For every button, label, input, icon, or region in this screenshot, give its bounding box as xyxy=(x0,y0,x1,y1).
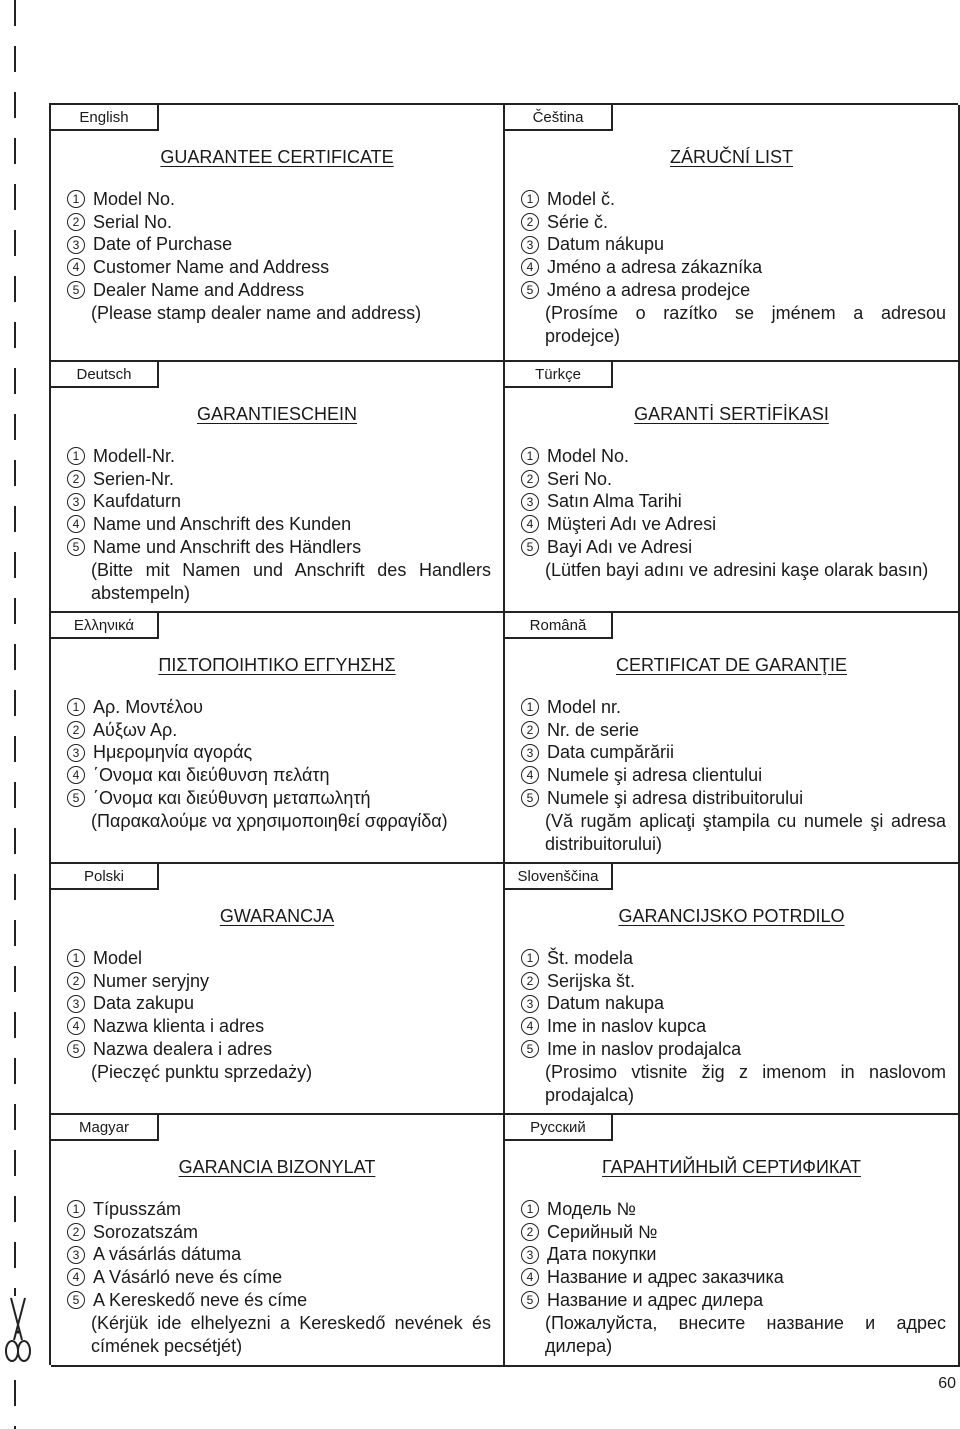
stamp-note: (Kérjük ide elhelyezni a Kereskedő nevének és címének pecsétjét) xyxy=(91,1313,491,1356)
field-label: Model No. xyxy=(93,189,176,209)
circled-number: 5 xyxy=(521,1040,539,1058)
field-label: Jméno a adresa zákazníka xyxy=(547,257,763,278)
field-label: Name und Anschrift des Kunden xyxy=(93,514,352,535)
field-label: Ime in naslov prodajalca xyxy=(547,1038,742,1059)
guarantee-certificate-grid xyxy=(49,103,958,1365)
circled-number: 3 xyxy=(521,744,539,762)
list-item xyxy=(521,787,946,810)
certificate-section xyxy=(505,362,960,613)
field-label: Típusszám xyxy=(93,1199,182,1219)
field-label: Date of Purchase xyxy=(93,234,233,255)
field-label: Müşteri Adı ve Adresi xyxy=(547,514,717,535)
circled-number: 5 xyxy=(521,538,539,556)
field-list xyxy=(521,1198,946,1311)
circled-number: 4 xyxy=(67,1017,85,1035)
list-item xyxy=(67,279,491,302)
circled-number: 4 xyxy=(521,515,539,533)
language-label: Русский xyxy=(505,1115,613,1141)
list-item xyxy=(67,1243,491,1266)
list-item xyxy=(521,696,946,719)
circled-number: 4 xyxy=(521,1017,539,1035)
list-item xyxy=(67,696,491,719)
field-list xyxy=(67,188,491,301)
language-label: Slovenščina xyxy=(505,864,613,890)
list-item xyxy=(521,211,946,234)
circled-number: 5 xyxy=(67,1040,85,1058)
list-item xyxy=(521,1015,946,1038)
certificate-section xyxy=(505,613,960,864)
circled-number: 4 xyxy=(67,258,85,276)
language-label: Ελληνικά xyxy=(51,613,159,639)
list-item xyxy=(521,1243,946,1266)
list-item xyxy=(67,1015,491,1038)
certificate-section xyxy=(51,105,505,362)
circled-number: 1 xyxy=(521,447,539,465)
field-label: Seri No. xyxy=(547,468,613,489)
circled-number: 1 xyxy=(67,447,85,465)
language-label: English xyxy=(51,105,159,131)
field-label: Модель № xyxy=(547,1199,636,1219)
circled-number: 5 xyxy=(67,1291,85,1309)
circled-number: 3 xyxy=(521,493,539,511)
circled-number: 4 xyxy=(521,1268,539,1286)
stamp-note: (Vă rugăm aplicaţi ştampila cu numele şi adresa distribuitorului) xyxy=(545,811,946,854)
language-label: Türkçe xyxy=(505,362,613,388)
field-list xyxy=(67,947,491,1060)
list-item xyxy=(67,947,491,970)
list-item xyxy=(521,256,946,279)
field-list xyxy=(67,696,491,809)
list-item xyxy=(521,764,946,787)
circled-number: 5 xyxy=(521,789,539,807)
field-list xyxy=(67,1198,491,1311)
field-label: ΄Ονομα και διεύθυνση πελάτη xyxy=(93,765,330,786)
field-label: Numele şi adresa distribuitorului xyxy=(547,787,804,808)
circled-number: 4 xyxy=(67,515,85,533)
circled-number: 2 xyxy=(67,972,85,990)
certificate-title: GARANCIA BIZONYLAT xyxy=(178,1157,376,1177)
certificate-section xyxy=(51,613,505,864)
list-item xyxy=(521,279,946,302)
field-label: A Kereskedő neve és címe xyxy=(93,1289,308,1310)
stamp-note: (Prosimo vtisnite žig z imenom in naslovom prodajalca) xyxy=(545,1062,946,1105)
list-item xyxy=(67,787,491,810)
field-label: Αρ. Μοντέλου xyxy=(93,697,203,717)
language-label: Română xyxy=(505,613,613,639)
circled-number: 1 xyxy=(67,949,85,967)
circled-number: 3 xyxy=(521,995,539,1013)
list-item xyxy=(521,445,946,468)
certificate-section xyxy=(51,864,505,1115)
list-item xyxy=(67,970,491,993)
language-label: Deutsch xyxy=(51,362,159,388)
list-item xyxy=(67,1198,491,1221)
field-label: Серийный № xyxy=(547,1221,658,1242)
circled-number: 3 xyxy=(67,236,85,254)
certificate-title: ГАРАНТИЙНЫЙ СЕРТИФИКАТ xyxy=(602,1157,861,1177)
field-label: Ime in naslov kupca xyxy=(547,1016,707,1037)
list-item xyxy=(521,233,946,256)
certificate-title: GARANTIESCHEIN xyxy=(196,404,358,424)
circled-number: 2 xyxy=(521,972,539,990)
certificate-title: GWARANCJA xyxy=(219,906,335,926)
list-item xyxy=(521,1038,946,1061)
field-label: Data zakupu xyxy=(93,993,195,1014)
stamp-note: (Παρακαλούμε να χρησιμοποιηθεί σφραγίδα) xyxy=(91,811,448,831)
list-item xyxy=(521,1198,946,1221)
circled-number: 3 xyxy=(521,1246,539,1264)
circled-number: 5 xyxy=(521,281,539,299)
field-label: ΄Ονομα και διεύθυνση μεταπωλητή xyxy=(93,787,371,808)
certificate-title: CERTIFICAT DE GARANŢIE xyxy=(615,655,848,675)
certificate-section xyxy=(505,105,960,362)
field-label: Serijska št. xyxy=(547,970,636,991)
field-label: Datum nakupa xyxy=(547,993,665,1014)
list-item xyxy=(67,1038,491,1061)
circled-number: 3 xyxy=(521,236,539,254)
field-label: Bayi Adı ve Adresi xyxy=(547,536,693,557)
field-label: Name und Anschrift des Händlers xyxy=(93,536,362,557)
field-label: Kaufdaturn xyxy=(93,491,182,512)
field-label: Customer Name and Address xyxy=(93,257,330,278)
field-label: Série č. xyxy=(547,211,609,232)
list-item xyxy=(521,992,946,1015)
list-item xyxy=(521,719,946,742)
list-item xyxy=(67,233,491,256)
field-list xyxy=(521,188,946,301)
cut-line xyxy=(14,0,16,1429)
circled-number: 1 xyxy=(67,190,85,208)
stamp-note: (Please stamp dealer name and address) xyxy=(91,303,422,323)
circled-number: 2 xyxy=(67,721,85,739)
circled-number: 4 xyxy=(521,766,539,784)
certificate-section xyxy=(51,1115,505,1367)
certificate-title: ZÁRUČNÍ LIST xyxy=(669,147,793,167)
circled-number: 2 xyxy=(521,1223,539,1241)
circled-number: 1 xyxy=(67,1200,85,1218)
list-item xyxy=(67,992,491,1015)
circled-number: 2 xyxy=(67,470,85,488)
list-item xyxy=(521,513,946,536)
scissors-icon xyxy=(3,1296,33,1366)
certificate-section xyxy=(505,1115,960,1367)
field-label: Дата покупки xyxy=(547,1244,657,1265)
circled-number: 3 xyxy=(67,995,85,1013)
certificate-title: ΠΙΣΤΟΠΟΙΗΤΙΚΟ ΕΓΓΥΗΣΗΣ xyxy=(158,655,396,675)
list-item xyxy=(67,741,491,764)
list-item xyxy=(67,1266,491,1289)
stamp-note: (Lütfen bayi adını ve adresini kaşe olarak basın) xyxy=(545,560,929,580)
field-label: Nazwa dealera i adres xyxy=(93,1038,273,1059)
stamp-note: (Bitte mit Namen und Anschrift des Handlers abstempeln) xyxy=(91,560,491,603)
stamp-note: (Pieczęć punktu sprzedaży) xyxy=(91,1062,313,1082)
circled-number: 2 xyxy=(521,721,539,739)
circled-number: 4 xyxy=(67,1268,85,1286)
circled-number: 4 xyxy=(521,258,539,276)
circled-number: 2 xyxy=(521,213,539,231)
list-item xyxy=(67,256,491,279)
field-label: Ημερομηνία αγοράς xyxy=(93,742,253,763)
certificate-section xyxy=(51,362,505,613)
certificate-title: GUARANTEE CERTIFICATE xyxy=(160,147,394,167)
circled-number: 3 xyxy=(67,1246,85,1264)
field-label: Serien-Nr. xyxy=(93,468,175,489)
field-label: Datum nákupu xyxy=(547,234,665,255)
field-label: Nr. de serie xyxy=(547,719,640,740)
circled-number: 5 xyxy=(67,538,85,556)
field-label: Dealer Name and Address xyxy=(93,279,305,300)
certificate-title: GARANCIJSKO POTRDILO xyxy=(618,906,845,926)
circled-number: 5 xyxy=(67,281,85,299)
language-label: Polski xyxy=(51,864,159,890)
field-label: Št. modela xyxy=(547,948,634,968)
field-label: Numele şi adresa clientului xyxy=(547,765,763,786)
field-label: Nazwa klienta i adres xyxy=(93,1016,265,1037)
field-label: Numer seryjny xyxy=(93,970,210,991)
language-label: Magyar xyxy=(51,1115,159,1141)
list-item xyxy=(67,1221,491,1244)
circled-number: 3 xyxy=(67,493,85,511)
list-item xyxy=(67,764,491,787)
field-list xyxy=(521,696,946,809)
field-label: Model xyxy=(93,948,143,968)
field-label: Αύξων Αρ. xyxy=(93,719,178,740)
circled-number: 1 xyxy=(521,949,539,967)
list-item xyxy=(521,1221,946,1244)
circled-number: 1 xyxy=(521,190,539,208)
circled-number: 1 xyxy=(521,698,539,716)
circled-number: 2 xyxy=(521,470,539,488)
field-label: A Vásárló neve és címe xyxy=(93,1267,283,1288)
circled-number: 1 xyxy=(67,698,85,716)
list-item xyxy=(67,536,491,559)
circled-number: 3 xyxy=(67,744,85,762)
list-item xyxy=(521,468,946,491)
field-label: Modell-Nr. xyxy=(93,446,176,466)
list-item xyxy=(521,188,946,211)
list-item xyxy=(521,1266,946,1289)
circled-number: 1 xyxy=(521,1200,539,1218)
stamp-note: (Пожалуйста, внесите название и адрес дилера) xyxy=(545,1313,946,1356)
list-item xyxy=(521,490,946,513)
list-item xyxy=(67,188,491,211)
field-label: Data cumpărării xyxy=(547,742,675,763)
field-label: Название и адрес заказчика xyxy=(547,1267,784,1288)
stamp-note: (Prosíme o razítko se jménem a adresou prodejce) xyxy=(545,303,946,346)
circled-number: 2 xyxy=(67,213,85,231)
list-item xyxy=(67,211,491,234)
field-list xyxy=(521,947,946,1060)
page-number: 60 xyxy=(938,1375,956,1392)
language-label: Čeština xyxy=(505,105,613,131)
list-item xyxy=(521,947,946,970)
list-item xyxy=(67,490,491,513)
certificate-title: GARANTİ SERTİFİKASI xyxy=(634,404,829,424)
list-item xyxy=(521,970,946,993)
field-label: Название и адрес дилера xyxy=(547,1289,764,1310)
circled-number: 5 xyxy=(521,1291,539,1309)
field-label: Sorozatszám xyxy=(93,1221,199,1242)
list-item xyxy=(67,1289,491,1312)
field-label: Serial No. xyxy=(93,211,173,232)
list-item xyxy=(67,513,491,536)
field-label: Model nr. xyxy=(547,697,622,717)
field-label: Satın Alma Tarihi xyxy=(547,491,682,512)
list-item xyxy=(521,741,946,764)
field-label: Model č. xyxy=(547,189,616,209)
certificate-section xyxy=(505,864,960,1115)
field-label: Jméno a adresa prodejce xyxy=(547,279,751,300)
field-list xyxy=(521,445,946,558)
list-item xyxy=(521,1289,946,1312)
field-label: A vásárlás dátuma xyxy=(93,1244,242,1265)
list-item xyxy=(67,445,491,468)
list-item xyxy=(67,468,491,491)
circled-number: 5 xyxy=(67,789,85,807)
list-item xyxy=(521,536,946,559)
circled-number: 2 xyxy=(67,1223,85,1241)
field-list xyxy=(67,445,491,558)
circled-number: 4 xyxy=(67,766,85,784)
field-label: Model No. xyxy=(547,446,630,466)
list-item xyxy=(67,719,491,742)
